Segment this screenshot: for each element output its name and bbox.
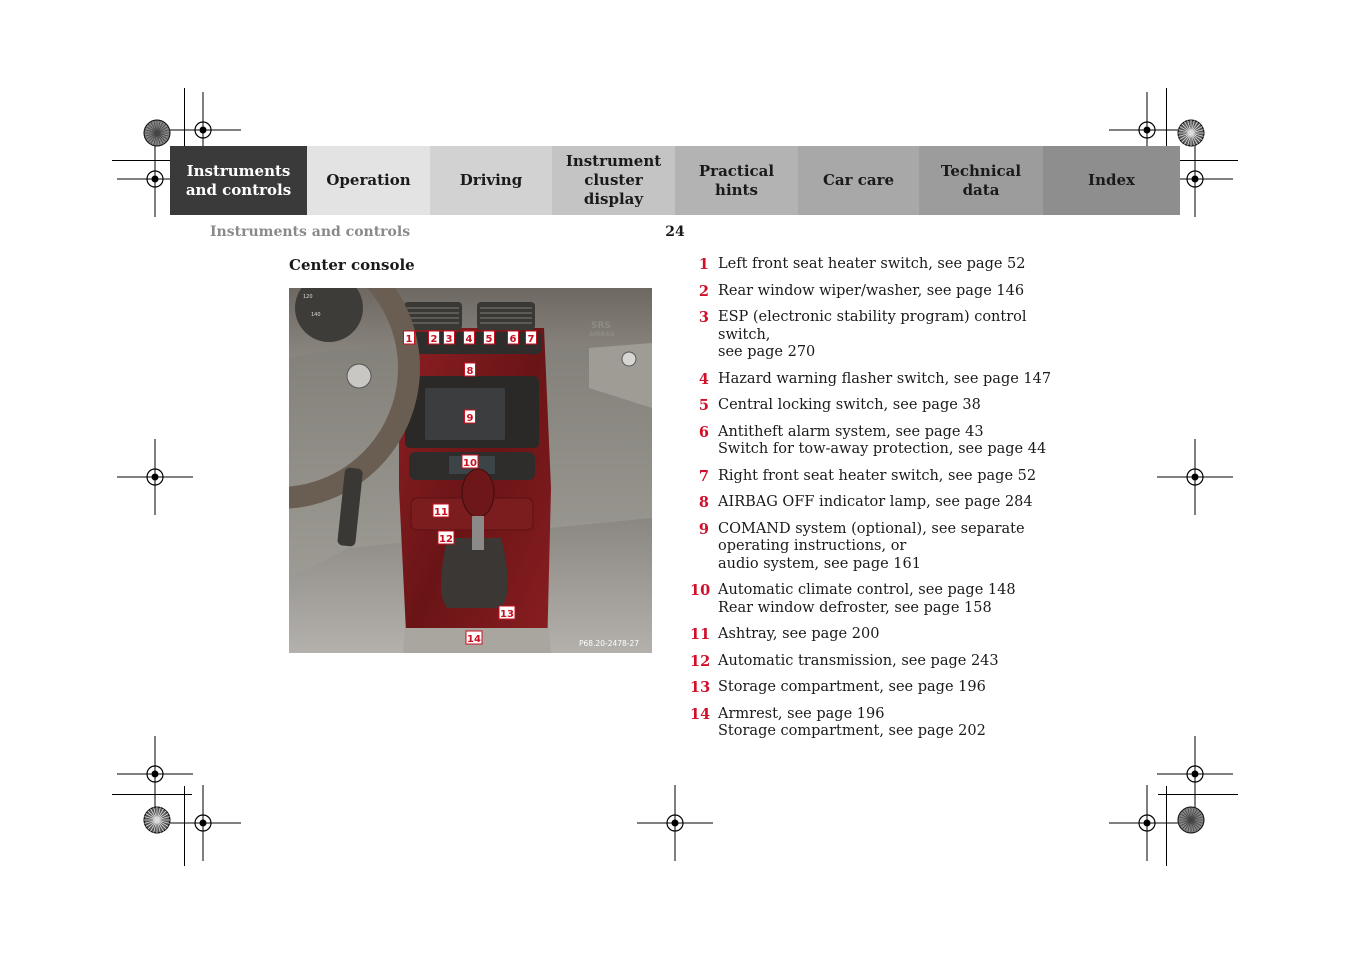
tab-label-line: data bbox=[962, 180, 1000, 199]
tab-label-line: Car care bbox=[822, 171, 895, 189]
registration-crosshair bbox=[115, 437, 195, 517]
legend-item bbox=[690, 371, 1070, 389]
page-number: 24 bbox=[665, 224, 685, 240]
legend-item bbox=[690, 468, 1070, 486]
tab-label-line: Instrument bbox=[565, 152, 662, 170]
callout-7 bbox=[526, 331, 537, 345]
tab-driving[interactable] bbox=[430, 146, 552, 215]
section-title: Center console bbox=[289, 256, 415, 274]
callout-11 bbox=[433, 504, 449, 518]
tab-car-care[interactable] bbox=[798, 146, 919, 215]
registration-crosshair bbox=[635, 783, 715, 863]
crop-line bbox=[1158, 794, 1238, 795]
legend-number: 1 bbox=[698, 256, 709, 273]
legend-item bbox=[690, 706, 1070, 741]
legend-text-line: audio system, see page 161 bbox=[718, 555, 921, 572]
callout-number: 5 bbox=[485, 334, 493, 345]
glovebox-lock bbox=[622, 352, 636, 366]
callout-3 bbox=[444, 331, 455, 345]
callout-12 bbox=[438, 531, 454, 545]
chapter-tab-bar bbox=[170, 146, 1180, 215]
legend-item bbox=[690, 653, 1070, 671]
legend-text-line: Hazard warning flasher switch, see page 147 bbox=[718, 370, 1052, 387]
crop-line bbox=[112, 794, 192, 795]
color-registration-disc bbox=[1177, 806, 1205, 834]
callout-13 bbox=[499, 606, 515, 620]
legend-text bbox=[718, 653, 1070, 671]
crop-line bbox=[184, 786, 185, 866]
legend-number: 5 bbox=[698, 397, 709, 414]
legend-text bbox=[718, 424, 1070, 459]
callout-number: 12 bbox=[439, 534, 453, 545]
legend-text-line: Central locking switch, see page 38 bbox=[718, 397, 981, 413]
center-console-figure bbox=[289, 288, 652, 653]
callout-5 bbox=[484, 331, 495, 345]
legend-item bbox=[690, 424, 1070, 459]
legend-item bbox=[690, 256, 1070, 274]
legend-number: 4 bbox=[698, 370, 709, 388]
legend-number: 3 bbox=[698, 309, 709, 326]
legend-number: 2 bbox=[698, 282, 709, 300]
legend-text-line: Switch for tow-away protection, see page 44 bbox=[718, 441, 1047, 457]
legend-item bbox=[690, 626, 1070, 644]
legend-text bbox=[718, 309, 1070, 362]
legend-text bbox=[718, 679, 1070, 697]
tab-label-line: cluster display bbox=[583, 171, 644, 208]
figure-caption-code: P68.20-2478-27 bbox=[579, 639, 640, 648]
legend-item bbox=[690, 494, 1070, 512]
callout-10 bbox=[462, 455, 478, 469]
legend-text bbox=[718, 397, 1070, 415]
callout-14 bbox=[466, 631, 482, 645]
legend-text-line: Storage compartment, see page 202 bbox=[718, 723, 986, 739]
callout-4 bbox=[464, 331, 475, 345]
callout-8 bbox=[465, 363, 476, 377]
tab-label-line: Index bbox=[1088, 171, 1135, 189]
tab-instrument-cluster-display[interactable] bbox=[552, 146, 675, 215]
legend-text-line: ESP (electronic stability program) control switch, bbox=[718, 309, 1027, 343]
callout-number: 10 bbox=[463, 458, 477, 469]
tab-label-line: and controls bbox=[185, 180, 292, 199]
legend-text-line: see page 270 bbox=[718, 344, 816, 360]
legend-text-line: Armrest, see page 196 bbox=[718, 705, 885, 722]
color-registration-disc bbox=[143, 119, 171, 147]
callout-number: 11 bbox=[434, 507, 448, 518]
legend-text-line: Automatic transmission, see page 243 bbox=[718, 652, 999, 669]
tab-label-line: Operation bbox=[326, 171, 411, 189]
callout-number: 6 bbox=[509, 334, 517, 345]
tab-label-line: Driving bbox=[459, 171, 523, 189]
legend-text-line: Automatic climate control, see page 148 bbox=[718, 582, 1016, 598]
legend-text bbox=[718, 706, 1070, 741]
legend-text bbox=[718, 468, 1070, 486]
tab-index[interactable] bbox=[1043, 146, 1180, 215]
speedo-120: 120 bbox=[303, 294, 313, 300]
crop-line bbox=[1166, 786, 1167, 866]
callout-number: 4 bbox=[465, 334, 473, 345]
callout-number: 7 bbox=[527, 334, 535, 345]
legend-number: 7 bbox=[698, 467, 709, 485]
tab-technical-data[interactable] bbox=[919, 146, 1043, 215]
callout-1 bbox=[404, 331, 415, 345]
callout-number: 3 bbox=[445, 334, 453, 345]
tab-instruments-and-controls[interactable] bbox=[170, 146, 307, 215]
legend-number: 13 bbox=[690, 679, 711, 696]
speedo-140: 140 bbox=[311, 312, 321, 318]
callout-number: 2 bbox=[430, 334, 438, 345]
legend-text-line: Antitheft alarm system, see page 43 bbox=[718, 423, 984, 440]
callout-6 bbox=[508, 331, 519, 345]
legend-text-line: Right front seat heater switch, see page 52 bbox=[718, 467, 1037, 484]
legend-number: 12 bbox=[690, 652, 711, 670]
legend-item bbox=[690, 679, 1070, 697]
legend-text bbox=[718, 582, 1070, 617]
airbag-text: AIRBAG bbox=[589, 331, 615, 338]
legend-item bbox=[690, 582, 1070, 617]
gear-knob bbox=[462, 469, 494, 517]
legend-item bbox=[690, 309, 1070, 362]
running-header: Instruments and controls bbox=[210, 224, 411, 240]
legend-number: 14 bbox=[690, 705, 711, 723]
legend-text-line: operating instructions, or bbox=[718, 538, 907, 554]
legend-item bbox=[690, 283, 1070, 301]
legend-text bbox=[718, 283, 1070, 301]
legend-text bbox=[718, 626, 1070, 644]
legend-item bbox=[690, 397, 1070, 415]
registration-crosshair bbox=[1155, 437, 1235, 517]
ignition bbox=[347, 364, 371, 388]
legend-text-line: Storage compartment, see page 196 bbox=[718, 679, 986, 695]
callout-number: 9 bbox=[466, 413, 474, 424]
legend-text bbox=[718, 494, 1070, 512]
callout-number: 8 bbox=[466, 366, 474, 377]
legend-text-line: Left front seat heater switch, see page 52 bbox=[718, 256, 1026, 272]
srs-airbag-text: SRS bbox=[591, 321, 611, 331]
registration-crosshair bbox=[163, 783, 243, 863]
color-registration-disc bbox=[1177, 119, 1205, 147]
legend-text-line: Rear window wiper/washer, see page 146 bbox=[718, 282, 1025, 299]
legend-text bbox=[718, 371, 1070, 389]
shift-lever bbox=[472, 516, 484, 550]
tab-practical-hints[interactable] bbox=[675, 146, 798, 215]
component-legend bbox=[690, 256, 1070, 750]
legend-item bbox=[690, 521, 1070, 574]
right-vent bbox=[477, 302, 535, 330]
callout-number: 13 bbox=[500, 609, 514, 620]
callout-9 bbox=[465, 410, 476, 424]
callout-2 bbox=[429, 331, 440, 345]
legend-text bbox=[718, 256, 1070, 274]
legend-number: 10 bbox=[690, 582, 711, 599]
registration-crosshair bbox=[1107, 783, 1187, 863]
legend-text-line: AIRBAG OFF indicator lamp, see page 284 bbox=[718, 494, 1033, 510]
tab-label-line: Technical bbox=[940, 161, 1022, 180]
legend-number: 9 bbox=[698, 520, 709, 538]
legend-text-line: Rear window defroster, see page 158 bbox=[718, 599, 992, 616]
legend-number: 6 bbox=[698, 423, 709, 441]
legend-number: 11 bbox=[690, 626, 711, 643]
legend-number: 8 bbox=[698, 494, 709, 511]
tab-label-line: Instruments bbox=[186, 161, 291, 180]
legend-text-line: COMAND system (optional), see separate bbox=[718, 520, 1025, 537]
legend-text-line: Ashtray, see page 200 bbox=[718, 626, 880, 642]
legend-text bbox=[718, 521, 1070, 574]
color-registration-disc bbox=[143, 806, 171, 834]
callout-number: 14 bbox=[467, 634, 481, 645]
callout-number: 1 bbox=[405, 334, 413, 345]
tab-label-line: Practical hints bbox=[698, 161, 775, 199]
tab-operation[interactable] bbox=[307, 146, 430, 215]
